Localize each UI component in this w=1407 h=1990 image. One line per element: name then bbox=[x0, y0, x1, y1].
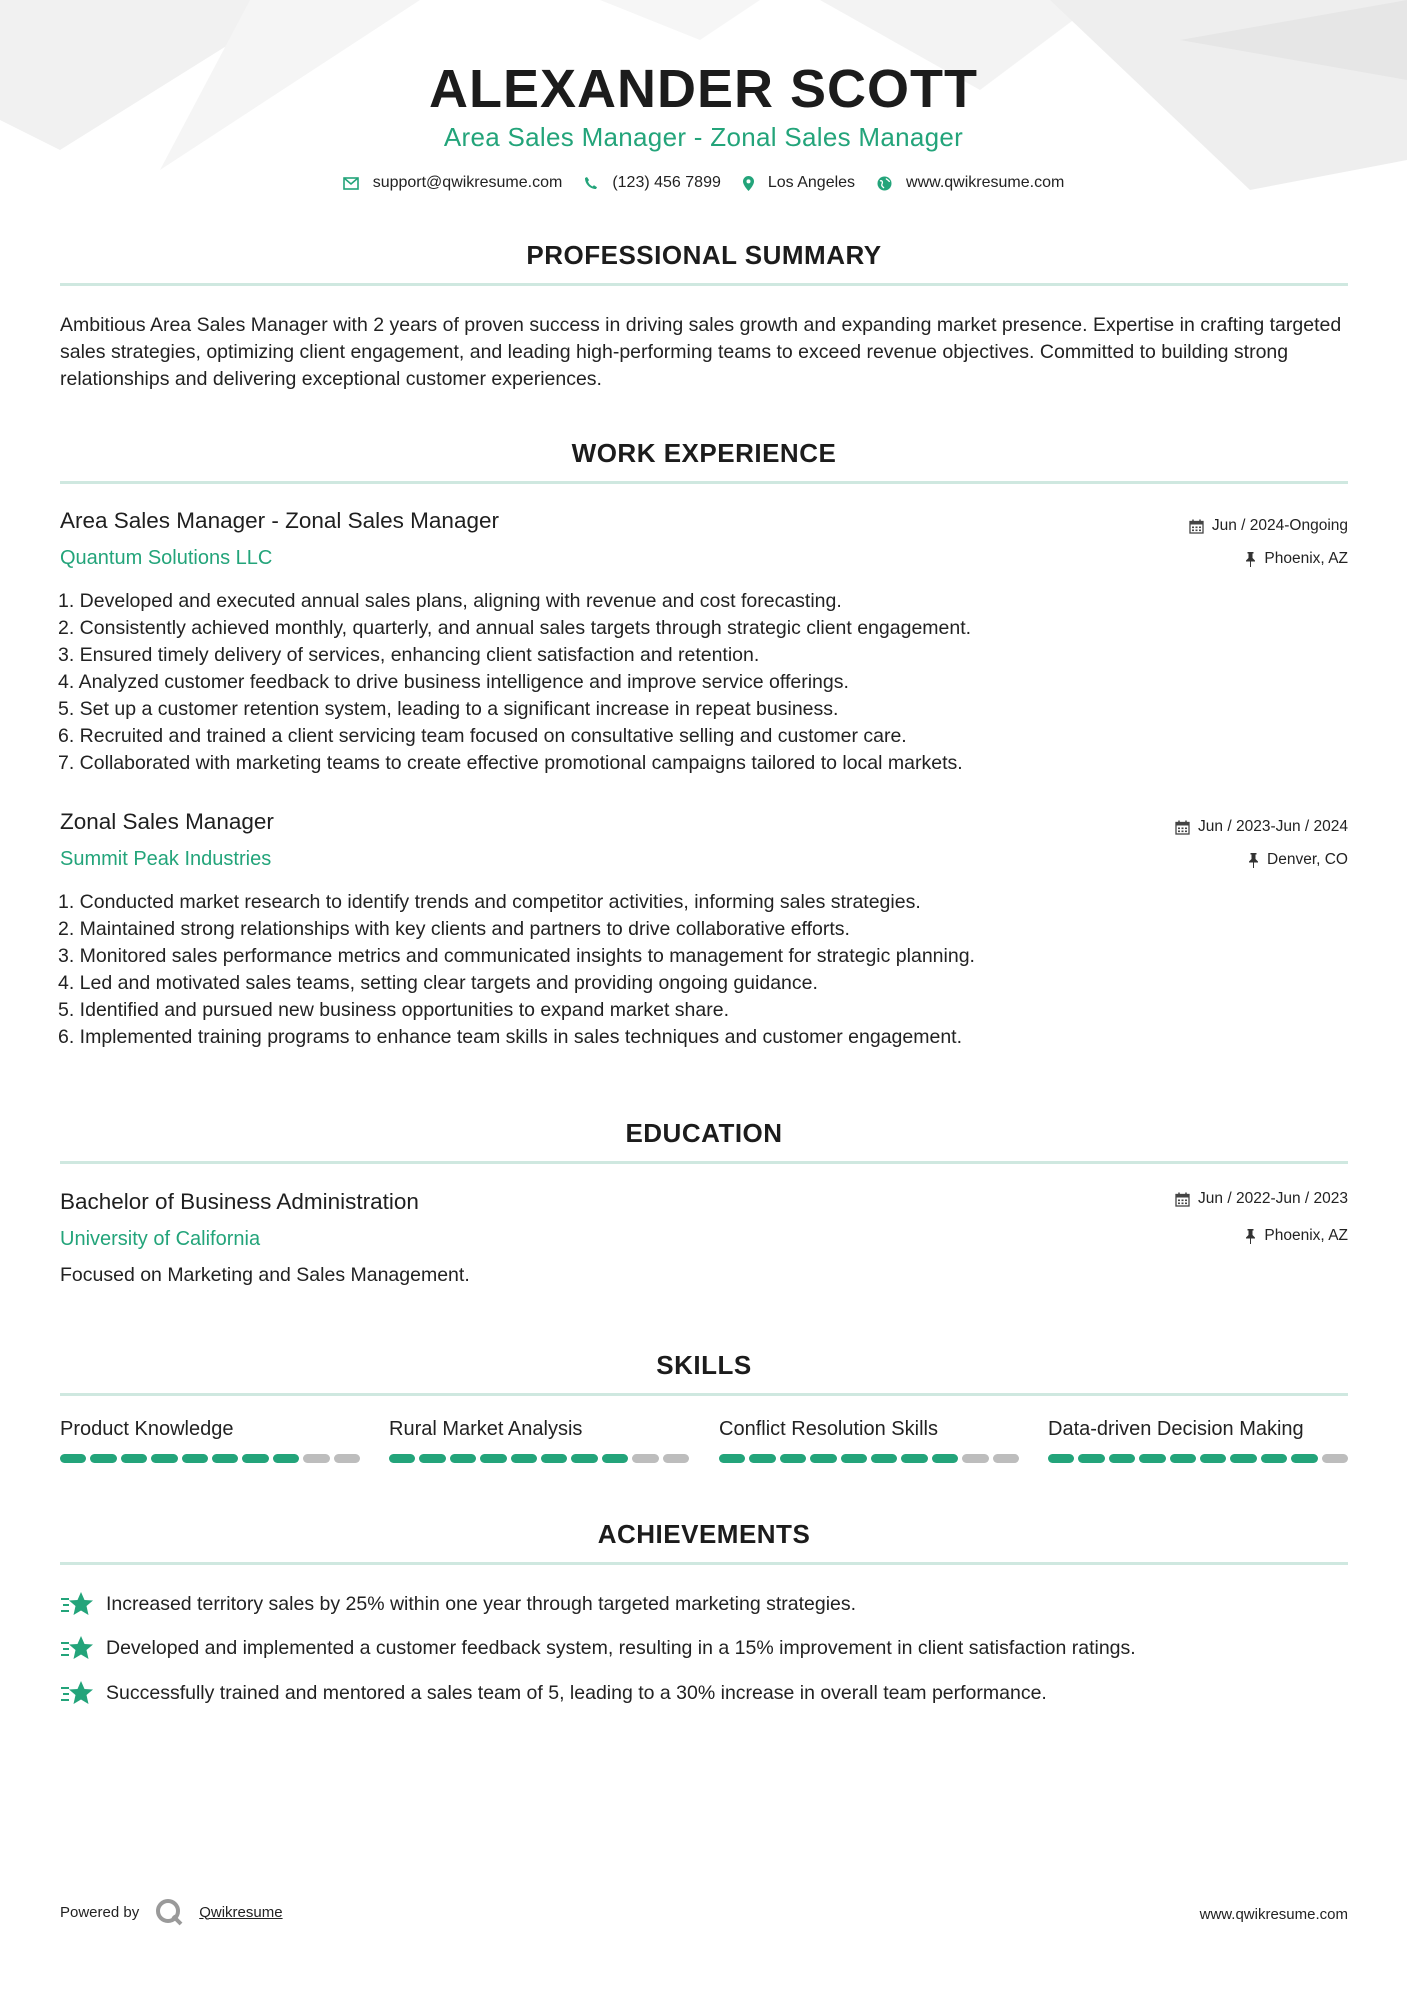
contact-bar bbox=[0, 174, 1407, 192]
contact-phone[interactable] bbox=[584, 174, 721, 192]
skill-segment-filled bbox=[1078, 1454, 1104, 1463]
skill-level-bar bbox=[60, 1454, 360, 1463]
list-item: 6. Recruited and trained a client servicing team focused on consultative selling and customer care. bbox=[58, 725, 907, 747]
contact-email-text: support@qwikresume.com bbox=[372, 174, 563, 191]
summary-section-title: PROFESSIONAL SUMMARY bbox=[526, 240, 882, 270]
job-title: Area Sales Manager - Zonal Sales Manager bbox=[60, 508, 499, 533]
skill-segment-filled bbox=[932, 1454, 958, 1463]
skill-segment-filled bbox=[511, 1454, 537, 1463]
list-item: 4. Led and motivated sales teams, setting clear targets and providing ongoing guidance. bbox=[58, 972, 818, 994]
job-location bbox=[1248, 851, 1348, 869]
skill-segment-filled bbox=[780, 1454, 806, 1463]
list-item: 2. Maintained strong relationships with key clients and partners to drive collaborative efforts. bbox=[58, 918, 850, 940]
qwikresume-logo-icon bbox=[155, 1898, 185, 1926]
star-icon bbox=[60, 1635, 94, 1661]
skill-segment-filled bbox=[90, 1454, 116, 1463]
skill-segment-filled bbox=[121, 1454, 147, 1463]
skill-item bbox=[1048, 1418, 1348, 1463]
skill-segment-filled bbox=[901, 1454, 927, 1463]
skill-segment-filled bbox=[1230, 1454, 1256, 1463]
skill-segment-filled bbox=[450, 1454, 476, 1463]
skill-name: Conflict Resolution Skills bbox=[719, 1418, 938, 1440]
skill-segment-filled bbox=[212, 1454, 238, 1463]
list-item: 3. Monitored sales performance metrics and communicated insights to management for strategic planning. bbox=[58, 945, 975, 967]
skill-segment-filled bbox=[419, 1454, 445, 1463]
pushpin-icon bbox=[1245, 552, 1256, 567]
achievement-text: Successfully trained and mentored a sales team of 5, leading to a 30% increase in overall team performance. bbox=[106, 1681, 1047, 1704]
list-item: 5. Set up a customer retention system, leading to a significant increase in repeat business. bbox=[58, 698, 839, 720]
skill-name: Product Knowledge bbox=[60, 1418, 234, 1440]
achievements-divider bbox=[60, 1562, 1348, 1565]
skill-segment-filled bbox=[242, 1454, 268, 1463]
education-section-title: EDUCATION bbox=[625, 1118, 783, 1148]
powered-by-label: Powered by bbox=[60, 1903, 140, 1921]
skill-segment-empty bbox=[962, 1454, 988, 1463]
job-location bbox=[1245, 550, 1348, 568]
list-item: 2. Consistently achieved monthly, quarterly, and annual sales targets through strategic client engagement. bbox=[58, 617, 972, 639]
footer-website[interactable]: www.qwikresume.com bbox=[1199, 1906, 1348, 1923]
company-name: Summit Peak Industries bbox=[60, 848, 272, 870]
contact-website-text: www.qwikresume.com bbox=[906, 174, 1065, 191]
skill-segment-filled bbox=[273, 1454, 299, 1463]
list-item: 1. Developed and executed annual sales plans, aligning with revenue and cost forecasting. bbox=[58, 590, 842, 612]
skill-segment-filled bbox=[182, 1454, 208, 1463]
job-responsibilities bbox=[58, 588, 971, 777]
education-date bbox=[1175, 1190, 1348, 1208]
skill-segment-empty bbox=[334, 1454, 360, 1463]
skill-segment-filled bbox=[602, 1454, 628, 1463]
skill-segment-empty bbox=[1322, 1454, 1348, 1463]
achievements-section-title: ACHIEVEMENTS bbox=[597, 1519, 811, 1549]
company-name: Quantum Solutions LLC bbox=[60, 547, 273, 569]
job-location-text: Denver, CO bbox=[1267, 851, 1348, 868]
experience-section-title: WORK EXPERIENCE bbox=[571, 438, 837, 468]
achievement-text: Increased territory sales by 25% within one year through targeted marketing strategies. bbox=[106, 1592, 857, 1615]
calendar-icon bbox=[1189, 519, 1204, 534]
list-item: 1. Conducted market research to identify trends and competitor activities, informing sales strategies. bbox=[58, 891, 921, 913]
skill-segment-filled bbox=[1048, 1454, 1074, 1463]
skill-name: Rural Market Analysis bbox=[389, 1418, 583, 1440]
list-item: 5. Identified and pursued new business opportunities to expand market share. bbox=[58, 999, 730, 1021]
skill-segment-filled bbox=[719, 1454, 745, 1463]
contact-website[interactable] bbox=[877, 174, 1064, 192]
skill-segment-empty bbox=[303, 1454, 329, 1463]
job-date bbox=[1175, 818, 1348, 836]
skill-segment-empty bbox=[663, 1454, 689, 1463]
skill-segment-filled bbox=[1291, 1454, 1317, 1463]
education-location-text: Phoenix, AZ bbox=[1264, 1227, 1348, 1244]
star-icon bbox=[60, 1680, 94, 1706]
education-date-text: Jun / 2022-Jun / 2023 bbox=[1198, 1190, 1348, 1207]
achievement-text: Developed and implemented a customer feedback system, resulting in a 15% improvement in client satisfaction ratings. bbox=[106, 1636, 1136, 1659]
calendar-icon bbox=[1175, 1192, 1190, 1207]
degree-title: Bachelor of Business Administration bbox=[60, 1189, 419, 1214]
skill-segment-filled bbox=[571, 1454, 597, 1463]
skill-item bbox=[60, 1418, 360, 1463]
candidate-role: Area Sales Manager - Zonal Sales Manager bbox=[443, 122, 964, 152]
pushpin-icon bbox=[1248, 853, 1259, 868]
skill-segment-filled bbox=[541, 1454, 567, 1463]
job-date-text: Jun / 2023-Jun / 2024 bbox=[1198, 818, 1348, 835]
contact-phone-text: (123) 456 7899 bbox=[612, 174, 721, 191]
envelope-icon bbox=[343, 177, 359, 190]
star-icon bbox=[60, 1591, 94, 1617]
contact-email[interactable] bbox=[343, 174, 563, 192]
job-date bbox=[1189, 517, 1348, 535]
achievement-item bbox=[60, 1591, 856, 1617]
job-responsibilities bbox=[58, 889, 975, 1051]
skill-segment-filled bbox=[871, 1454, 897, 1463]
job-location-text: Phoenix, AZ bbox=[1264, 550, 1348, 567]
list-item: 4. Analyzed customer feedback to drive business intelligence and improve service offerings. bbox=[58, 671, 849, 693]
education-divider bbox=[60, 1161, 1348, 1164]
achievement-item bbox=[60, 1680, 1047, 1706]
job-title: Zonal Sales Manager bbox=[60, 809, 274, 834]
skill-segment-filled bbox=[151, 1454, 177, 1463]
skill-segment-filled bbox=[1109, 1454, 1135, 1463]
skills-section-title: SKILLS bbox=[656, 1350, 752, 1380]
skill-segment-filled bbox=[480, 1454, 506, 1463]
map-pin-icon bbox=[743, 176, 754, 191]
skill-item bbox=[389, 1418, 689, 1463]
pushpin-icon bbox=[1245, 1229, 1256, 1244]
skill-segment-filled bbox=[60, 1454, 86, 1463]
candidate-name: ALEXANDER SCOTT bbox=[428, 59, 978, 119]
skill-name: Data-driven Decision Making bbox=[1048, 1418, 1304, 1440]
skill-segment-filled bbox=[841, 1454, 867, 1463]
skill-segment-filled bbox=[1170, 1454, 1196, 1463]
calendar-icon bbox=[1175, 820, 1190, 835]
skill-segment-filled bbox=[810, 1454, 836, 1463]
skill-item bbox=[719, 1418, 1019, 1463]
skills-divider bbox=[60, 1393, 1348, 1396]
list-item: 3. Ensured timely delivery of services, enhancing client satisfaction and retention. bbox=[58, 644, 760, 666]
skill-segment-filled bbox=[1200, 1454, 1226, 1463]
achievement-item bbox=[60, 1635, 1136, 1661]
phone-icon bbox=[584, 176, 598, 190]
list-item: 6. Implemented training programs to enhance team skills in sales techniques and customer engagement. bbox=[58, 1026, 962, 1048]
qwikresume-link[interactable]: Qwikresume bbox=[199, 1903, 283, 1921]
skill-segment-filled bbox=[389, 1454, 415, 1463]
skill-segment-filled bbox=[1139, 1454, 1165, 1463]
summary-divider bbox=[60, 283, 1348, 286]
skill-level-bar bbox=[389, 1454, 689, 1463]
skill-level-bar bbox=[1048, 1454, 1348, 1463]
globe-icon bbox=[877, 176, 892, 191]
contact-location bbox=[743, 174, 855, 192]
contact-location-text: Los Angeles bbox=[767, 174, 856, 191]
education-location bbox=[1245, 1227, 1348, 1245]
school-name: University of California bbox=[60, 1228, 261, 1250]
skill-segment-empty bbox=[993, 1454, 1019, 1463]
education-note: Focused on Marketing and Sales Management. bbox=[60, 1264, 470, 1286]
skill-segment-filled bbox=[749, 1454, 775, 1463]
skill-level-bar bbox=[719, 1454, 1019, 1463]
job-date-text: Jun / 2024-Ongoing bbox=[1211, 517, 1348, 534]
footer-powered-by bbox=[60, 1898, 283, 1926]
skill-segment-filled bbox=[1261, 1454, 1287, 1463]
skill-segment-empty bbox=[632, 1454, 658, 1463]
list-item: 7. Collaborated with marketing teams to create effective promotional campaigns tailored to local markets. bbox=[58, 752, 963, 774]
summary-text: Ambitious Area Sales Manager with 2 years of proven success in driving sales growth and expanding market presence. Expertise in crafting targeted sales strategies, optimizing client engagement, and leading high-performing teams to exceed revenue objectives. Committed to building strong relationships and delivering exceptional customer experiences. bbox=[60, 314, 1342, 390]
experience-divider bbox=[60, 481, 1348, 484]
